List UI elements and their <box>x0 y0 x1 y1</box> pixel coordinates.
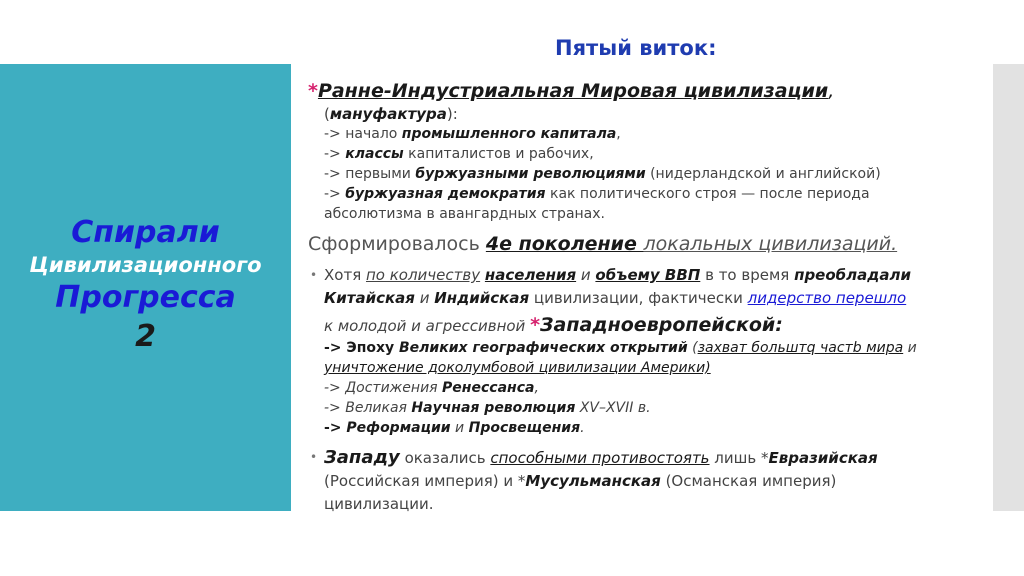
s5-mid: и <box>450 420 469 436</box>
b2-a2: оказались <box>399 449 491 467</box>
block1-title-text: Ранне-Индустриальная Мировая цивилизации <box>317 80 829 102</box>
b1-b2: и <box>414 289 435 307</box>
b1-a5: и <box>576 266 596 284</box>
title-line-1: Спирали <box>71 215 220 250</box>
s3-pre: -> Достижения <box>324 380 443 396</box>
s5-b2: Просвещения <box>468 420 581 436</box>
b2-a3: способными противостоять <box>490 449 710 467</box>
s1-u: захват больштq частb мира <box>697 340 904 356</box>
formed-local: локальных цивилизаций. <box>643 233 898 255</box>
bullet-dot: • <box>310 268 318 282</box>
l1-pre: -> начало <box>324 126 402 142</box>
bullet-dot: • <box>310 450 318 464</box>
block1-line-2 <box>324 144 990 164</box>
b2-a4: лишь * <box>709 449 769 467</box>
title-line-2: Цивилизационного <box>29 253 262 277</box>
block1-title <box>308 78 990 104</box>
right-decor-bar <box>993 64 1024 511</box>
b1-a4: населения <box>484 266 577 284</box>
l2-post: капиталистов и рабочих, <box>403 146 594 162</box>
formed-pre: Сформировалось <box>308 233 486 255</box>
bullet2-line-3: цивилизации. <box>324 495 434 513</box>
block1-comma: , <box>828 80 835 102</box>
sub-line-4 <box>324 398 990 418</box>
bullet1-sub <box>324 338 990 438</box>
paren-open: ( <box>324 105 330 123</box>
l3-b: буржуазными революциями <box>415 166 646 182</box>
b2-b3: (Османская империя) <box>660 472 837 490</box>
sub-line-2: уничтожение доколумбовой цивилизации Америки) <box>324 360 711 376</box>
bullet2-line-2 <box>324 470 990 493</box>
b1-a6: объему ВВП <box>595 266 701 284</box>
sub-line-1 <box>324 338 990 358</box>
bullet1-line-1 <box>324 264 990 287</box>
paren-close: ): <box>446 105 458 123</box>
bullet1-line-2 <box>324 287 990 310</box>
block1-lines <box>308 104 990 224</box>
s1-pre: -> Эпоху <box>324 340 400 356</box>
title-line-3: Прогресса <box>55 280 236 315</box>
manuf: мануфактура <box>329 105 447 123</box>
bullet1-line-3 <box>324 314 990 338</box>
b1-c1: к молодой и агрессивной <box>324 317 531 335</box>
s3-post: , <box>534 380 539 396</box>
l4-pre: -> <box>324 186 346 202</box>
block1-line-3 <box>324 164 990 184</box>
content <box>308 78 990 516</box>
block1-line-1 <box>324 124 990 144</box>
star-mark: * <box>308 80 318 102</box>
b2-b2: Мусульманская <box>525 472 661 490</box>
s5-post: . <box>580 420 585 436</box>
title-line-4: 2 <box>135 319 156 354</box>
s1-post: и <box>903 340 917 356</box>
leadership-link[interactable]: лидерство перешло <box>747 289 907 307</box>
heading: Пятый виток: <box>555 36 717 60</box>
l3-pre: -> первыми <box>324 166 416 182</box>
b1-a7: в то время <box>700 266 795 284</box>
s4-pre: -> Великая <box>324 400 412 416</box>
s1-mid: ( <box>687 340 698 356</box>
b1-a1: Хотя <box>324 266 366 284</box>
b2-a1: Западу <box>324 447 400 468</box>
slide-title <box>0 215 291 357</box>
b2-a5: Евразийская <box>768 449 878 467</box>
b1-b4: цивилизации, фактически <box>529 289 748 307</box>
sub-line-5 <box>324 418 990 438</box>
l2-b: классы <box>345 146 404 162</box>
bullet-2 <box>308 446 990 516</box>
west-star: * <box>530 314 541 336</box>
block1-line-4 <box>324 184 990 204</box>
block1-line-5: абсолютизма в авангардных странах. <box>324 206 605 222</box>
l1-post: , <box>616 126 621 142</box>
s5-pre: -> <box>324 420 347 436</box>
s4-post: XV–XVII в. <box>575 400 651 416</box>
west-label: Западноевропейской: <box>540 314 783 336</box>
l1-b: промышленного капитала <box>401 126 617 142</box>
l3-post: (нидерландской и английской) <box>645 166 881 182</box>
l4-post: как политического строя — после периода <box>545 186 870 202</box>
sub-line-3 <box>324 378 990 398</box>
b1-a8: преобладали <box>794 266 911 284</box>
b1-b3: Индийская <box>434 289 530 307</box>
b1-a2: по количеству <box>365 266 481 284</box>
s5-b1: Реформации <box>346 420 451 436</box>
s4-b: Научная революция <box>411 400 576 416</box>
bullet-1 <box>308 264 990 438</box>
block1-line-0 <box>324 104 990 124</box>
bullet2-line-1 <box>324 446 990 470</box>
b2-b1: (Российская империя) и * <box>324 472 526 490</box>
s3-b: Ренессанса <box>442 380 535 396</box>
s1-b: Великих географических открытий <box>399 340 688 356</box>
b1-b1: Китайская <box>324 289 415 307</box>
l2-pre: -> <box>324 146 346 162</box>
l4-b: буржуазная демократия <box>345 186 546 202</box>
formed-line <box>308 230 990 258</box>
formed-bold: 4е поколение <box>485 233 644 255</box>
